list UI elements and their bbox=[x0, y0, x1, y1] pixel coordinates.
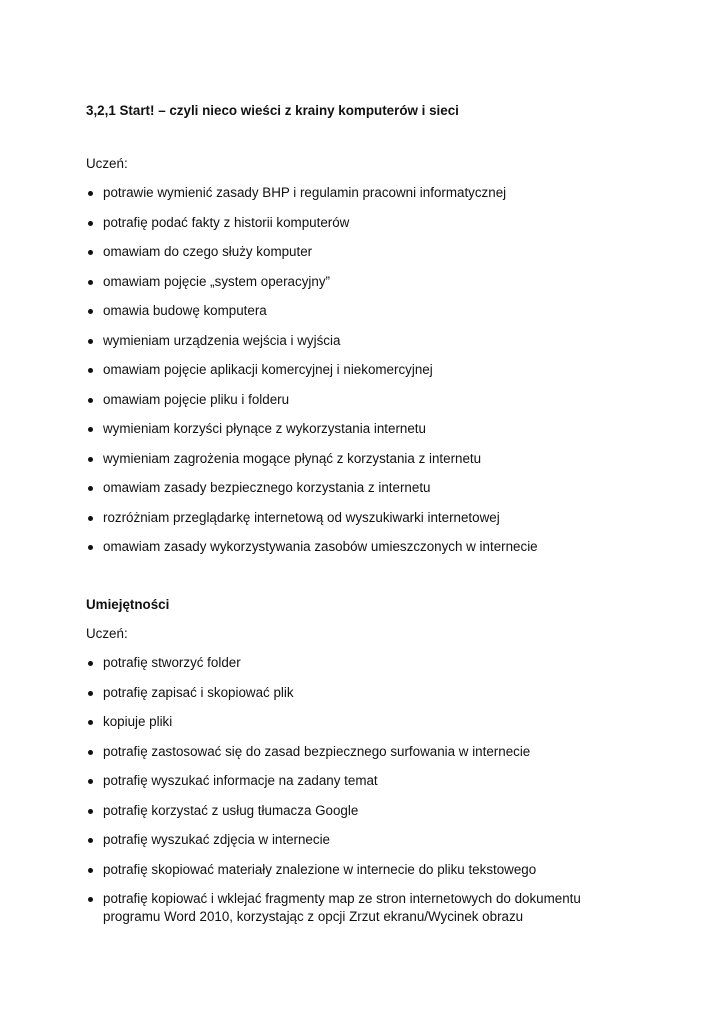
section2-list bbox=[86, 654, 626, 938]
list-item-text: potrafię wyszukać zdjęcia w internecie bbox=[103, 832, 331, 847]
bullet-icon bbox=[88, 691, 93, 696]
bullet-icon bbox=[88, 897, 93, 902]
section1-list bbox=[86, 184, 626, 568]
bullet-icon bbox=[88, 427, 93, 432]
list-item bbox=[86, 332, 626, 350]
list-item bbox=[86, 420, 626, 438]
list-item bbox=[86, 450, 626, 468]
list-item-text: wymieniam zagrożenia mogące płynąć z korzystania z internetu bbox=[103, 450, 482, 466]
list-item-text: kopiuje pliki bbox=[103, 714, 173, 729]
bullet-icon bbox=[88, 838, 93, 843]
list-item bbox=[86, 713, 626, 731]
bullet-icon bbox=[88, 809, 93, 814]
section2-intro: Uczeń: bbox=[86, 626, 128, 641]
list-item bbox=[86, 654, 626, 672]
list-item-text: potrafię zapisać i skopiować plik bbox=[103, 684, 294, 700]
bullet-icon bbox=[88, 280, 93, 285]
list-item-text: potrafię skopiować materiały znalezione w internecie do pliku tekstowego bbox=[103, 861, 537, 877]
list-item bbox=[86, 743, 626, 761]
bullet-icon bbox=[88, 309, 93, 314]
list-item bbox=[86, 391, 626, 409]
list-item-text: potrafię stworzyć folder bbox=[103, 655, 241, 670]
bullet-icon bbox=[88, 516, 93, 521]
bullet-icon bbox=[88, 250, 93, 255]
list-item-text: omawiam pojęcie „system operacyjny” bbox=[103, 273, 330, 289]
bullet-icon bbox=[88, 720, 93, 725]
list-item bbox=[86, 802, 626, 820]
list-item-text: omawiam zasady wykorzystywania zasobów umieszczonych w internecie bbox=[103, 539, 538, 554]
list-item bbox=[86, 243, 626, 261]
document-title: 3,2,1 Start! – czyli nieco wieści z krainy komputerów i sieci bbox=[86, 103, 459, 118]
list-item-text: wymieniam korzyści płynące z wykorzystania internetu bbox=[103, 421, 426, 436]
bullet-icon bbox=[88, 750, 93, 755]
bullet-icon bbox=[88, 661, 93, 666]
list-item-text: omawiam pojęcie aplikacji komercyjnej i niekomercyjnej bbox=[103, 362, 433, 377]
list-item-text: omawiam do czego służy komputer bbox=[103, 244, 313, 259]
list-item bbox=[86, 890, 626, 926]
bullet-icon bbox=[88, 779, 93, 784]
section1-intro: Uczeń: bbox=[86, 156, 128, 171]
list-item-text: potrafię kopiować i wklejać fragmenty map ze stron internetowych do dokumentu programu Word 2010, korzystając z opcji Zrzut ekranu/Wycinek obrazu bbox=[103, 891, 581, 924]
list-item-text: omawiam pojęcie pliku i folderu bbox=[103, 391, 290, 407]
list-item bbox=[86, 361, 626, 379]
list-item bbox=[86, 479, 626, 497]
list-item bbox=[86, 214, 626, 232]
list-item bbox=[86, 184, 626, 202]
list-item-text: rozróżniam przeglądarkę internetową od wyszukiwarki internetowej bbox=[103, 509, 500, 525]
bullet-icon bbox=[88, 339, 93, 344]
bullet-icon bbox=[88, 191, 93, 196]
bullet-icon bbox=[88, 398, 93, 403]
bullet-icon bbox=[88, 457, 93, 462]
bullet-icon bbox=[88, 221, 93, 226]
list-item-text: potrafię podać fakty z historii komputerów bbox=[103, 214, 350, 230]
list-item-text: potrawie wymienić zasady BHP i regulamin pracowni informatycznej bbox=[103, 185, 507, 200]
list-item-text: wymieniam urządzenia wejścia i wyjścia bbox=[103, 332, 341, 348]
list-item-text: omawia budowę komputera bbox=[103, 303, 267, 318]
list-item bbox=[86, 538, 626, 556]
list-item bbox=[86, 302, 626, 320]
list-item bbox=[86, 831, 626, 849]
list-item-text: potrafię korzystać z usług tłumacza Google bbox=[103, 802, 359, 818]
list-item-text: omawiam zasady bezpiecznego korzystania z internetu bbox=[103, 480, 431, 495]
list-item bbox=[86, 861, 626, 879]
list-item-text: potrafię zastosować się do zasad bezpiecznego surfowania w internecie bbox=[103, 743, 531, 759]
list-item-text: potrafię wyszukać informacje na zadany temat bbox=[103, 773, 378, 788]
list-item bbox=[86, 684, 626, 702]
list-item bbox=[86, 509, 626, 527]
bullet-icon bbox=[88, 868, 93, 873]
bullet-icon bbox=[88, 545, 93, 550]
bullet-icon bbox=[88, 486, 93, 491]
list-item bbox=[86, 273, 626, 291]
list-item bbox=[86, 772, 626, 790]
section2-heading: Umiejętności bbox=[86, 597, 170, 612]
bullet-icon bbox=[88, 368, 93, 373]
